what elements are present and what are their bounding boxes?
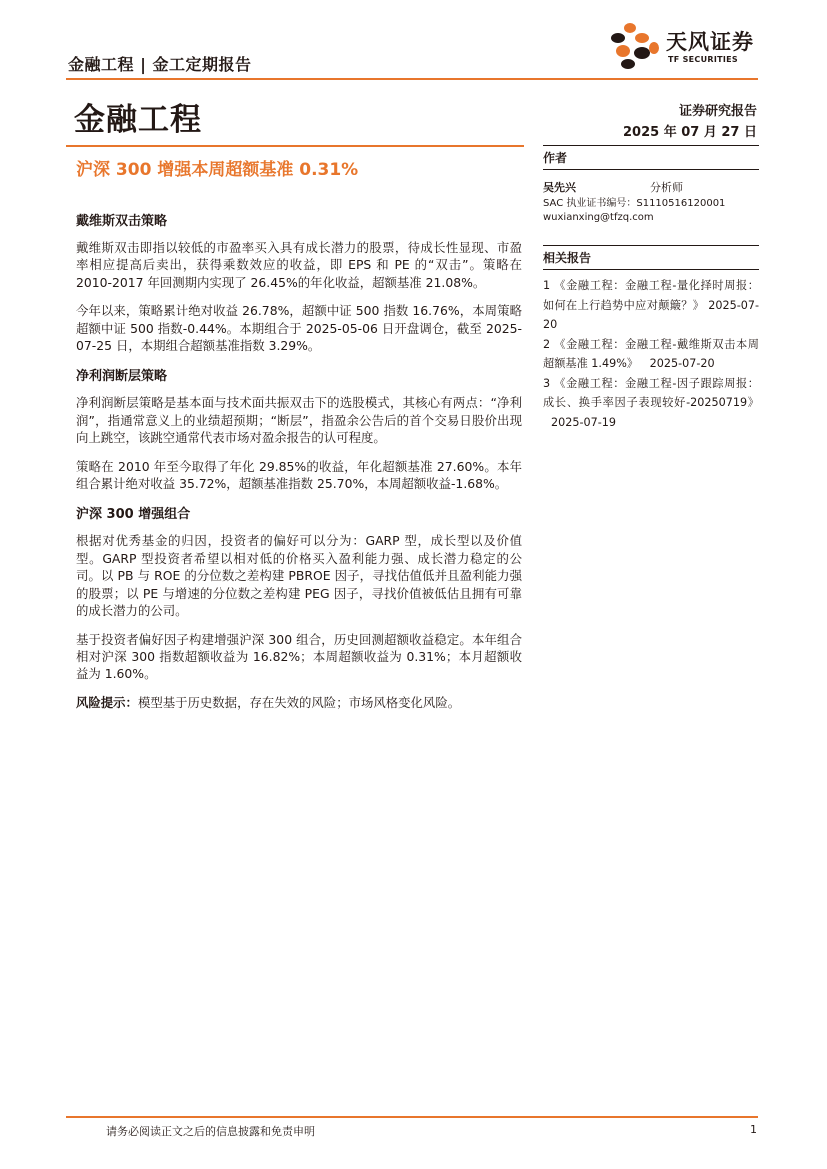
page-number: 1: [750, 1123, 757, 1136]
header-divider: [66, 78, 758, 80]
report-subtitle: 沪深 300 增强本周超额基准 0.31%: [76, 160, 359, 180]
related-divider-top: [543, 245, 759, 246]
section-heading-hs300: 沪深 300 增强组合: [76, 507, 191, 523]
paragraph-hs300-2: 基于投资者偏好因子构建增强沪深 300 组合，历史回测超额收益稳定。本年组合相对沪深 300 指数超额收益为 16.82%；本周超额收益为 0.31%；本月超额收益为 1.60%。: [76, 631, 522, 682]
risk-warning: [76, 694, 522, 711]
author-email-link[interactable]: wuxianxing@tfzq.com: [543, 212, 654, 223]
page-title: 金融工程: [74, 102, 202, 138]
footer-disclaimer: 请务必阅读正文之后的信息披露和免责申明: [106, 1125, 315, 1138]
sidebar: [543, 145, 759, 432]
header-section-label: 金融工程 | 金工定期报告: [68, 55, 252, 74]
footer-divider: [66, 1116, 758, 1118]
author-name: 吴先兴: [543, 181, 576, 194]
related-report-title: 1 《金融工程：金融工程-量化择时周报：如何在上行趋势中应对颠簸？》: [543, 279, 759, 312]
section-heading-davis: 戴维斯双击策略: [76, 214, 168, 229]
logo-english-name: TF SECURITIES: [668, 55, 738, 64]
author-role: 分析师: [650, 181, 683, 194]
related-report-title: 3 《金融工程：金融工程-因子跟踪周报：成长、换手率因子表现较好-20250719》: [543, 376, 759, 409]
related-report-item[interactable]: [543, 335, 759, 374]
author-divider: [543, 169, 759, 170]
related-divider: [543, 269, 759, 270]
report-type-label: 证券研究报告: [678, 104, 757, 119]
related-report-date: 2025-07-20: [649, 357, 715, 370]
related-report-item[interactable]: [543, 374, 759, 433]
logo-chinese-name: 天风证券: [666, 30, 754, 54]
related-reports-list: [543, 276, 759, 432]
related-report-item[interactable]: [543, 276, 759, 335]
related-report-date: 2025-07-20: [543, 298, 759, 331]
related-report-title: 2 《金融工程：金融工程-戴维斯双击本周超额基准 1.49%》: [543, 337, 759, 370]
related-report-date: 2025-07-19: [551, 415, 617, 429]
section-heading-net-profit: 净利润断层策略: [76, 369, 168, 385]
subtitle-divider: [66, 145, 524, 147]
paragraph-davis-2: 今年以来，策略累计绝对收益 26.78%，超额中证 500 指数 16.76%，本周策略超额中证 500 指数-0.44%。本期组合于 2025-05-06 日开盘调仓，截至 2025-07-25 日，本期组合超额基准指数 3.29%。: [76, 303, 522, 354]
paragraph-net-profit-1: 净利润断层策略是基本面与技术面共振双击下的选股模式，其核心有两点：“净利润”，指通常意义上的业绩超预期；“断层”，指盈余公告后的首个交易日股价出现向上跳空，该跳空通常代表市场对盈余报告的认可程度。: [76, 395, 522, 446]
sidebar-divider: [543, 145, 759, 146]
paragraph-davis-1: 戴维斯双击即指以较低的市盈率买入具有成长潜力的股票，待成长性显现、市盈率相应提高后卖出，获得乘数效应的收益，即 EPS 和 PE 的“双击”。策略在 2010-2017 年回测期内实现了 26.45%的年化收益，超额基准 21.08%。: [76, 240, 522, 290]
related-reports-heading: 相关报告: [543, 251, 592, 265]
risk-warning-text: 模型基于历史数据，存在失效的风险；市场风格变化风险。: [137, 694, 461, 710]
paragraph-net-profit-2: 策略在 2010 年至今取得了年化 29.85%的收益，年化超额基准 27.60%。本年组合累计绝对收益 35.72%，超额基准指数 25.70%，本周超额收益-1.68%。: [76, 458, 522, 492]
paragraph-hs300-1: 根据对优秀基金的归因，投资者的偏好可以分为：GARP 型，成长型以及价值型。GARP 型投资者希望以相对低的价格买入盈利能力强、成长潜力稳定的公司。以 PB 与 ROE 的分位数之差构建 PBROE 因子，寻找估值低并且盈利能力强的股票；以 PE 与增速的分位数之差构建 PEG 因子，寻找价值被低估且拥有可靠的成长潜力的公司。: [76, 533, 522, 619]
main-content: [76, 210, 522, 722]
risk-warning-label: 风险提示：: [76, 694, 138, 710]
report-date: 2025 年 07 月 27 日: [623, 125, 757, 140]
author-sac-number: SAC 执业证书编号：S1110516120001: [543, 198, 726, 209]
author-heading: 作者: [543, 151, 568, 165]
author-row: [543, 179, 759, 195]
